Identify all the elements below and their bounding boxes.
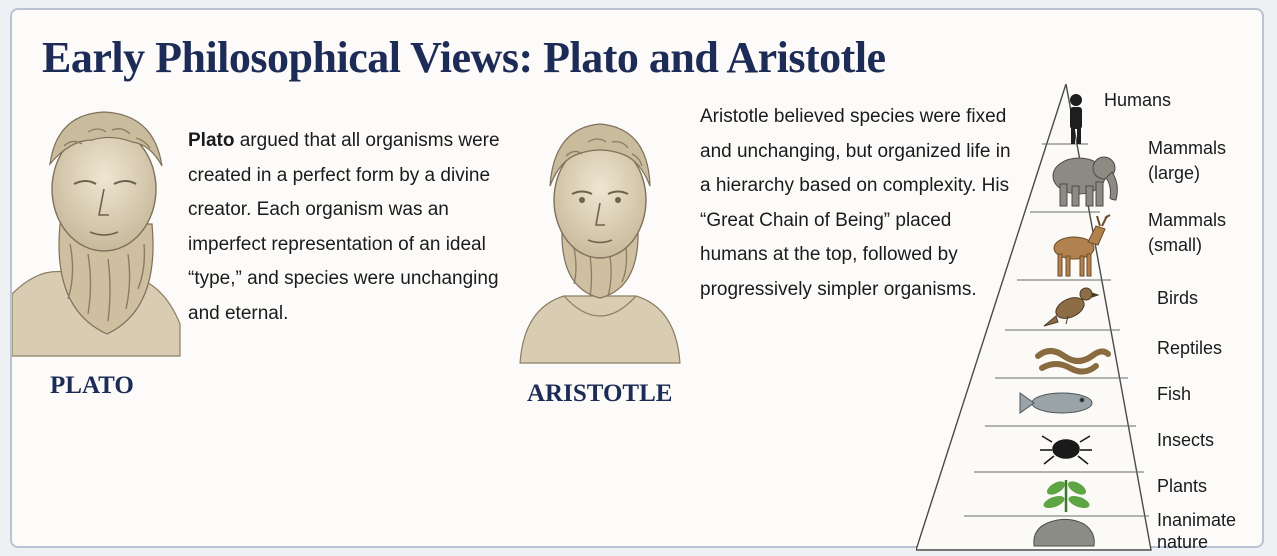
level-label-humans: Humans bbox=[1104, 90, 1172, 110]
great-chain-pyramid bbox=[916, 84, 1156, 554]
page-title: Early Philosophical Views: Plato and Aristotle bbox=[42, 33, 886, 82]
level-label-plants: Plants bbox=[1157, 476, 1208, 496]
aristotle-bust-illustration bbox=[514, 108, 686, 373]
plato-text: argued that all organisms were created in a perfect form by a divine creator. Each organism was an imperfect representation of an ideal “type,” and species were unchanging and eternal. bbox=[188, 130, 500, 324]
level-label-birds: Birds bbox=[1157, 288, 1199, 308]
pyramid-outline bbox=[916, 84, 1151, 550]
plato-caption: PLATO bbox=[50, 372, 134, 399]
plato-description bbox=[188, 124, 518, 332]
infographic-card bbox=[10, 8, 1264, 552]
level-label-insects: Insects bbox=[1157, 430, 1215, 450]
plato-name: Plato bbox=[188, 130, 235, 151]
aristotle-caption: ARISTOTLE bbox=[527, 380, 673, 407]
level-label-mammals-small: Mammals (small) bbox=[1148, 210, 1227, 255]
level-label-inanimate-nature: Inanimate nature bbox=[1157, 510, 1237, 552]
level-label-reptiles: Reptiles bbox=[1157, 338, 1223, 358]
level-label-fish: Fish bbox=[1157, 384, 1192, 404]
level-label-mammals-large: Mammals (large) bbox=[1148, 138, 1227, 183]
aristotle-description: Aristotle believed species were fixed and unchanging, but organized life in a hierarchy based on complexity. His “Great Chain of Being” placed humans at the top, followed by progressively simpler organisms. bbox=[700, 106, 1011, 300]
plato-bust-illustration bbox=[12, 94, 182, 364]
